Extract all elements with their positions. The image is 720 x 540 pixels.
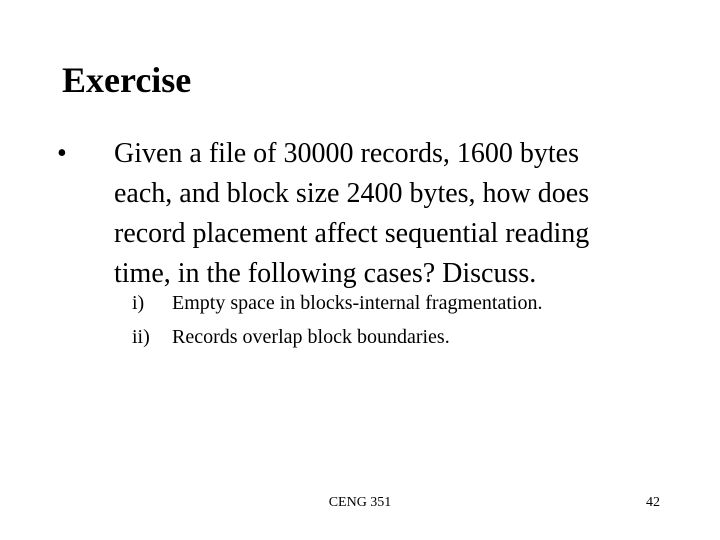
sub-item-marker: ii): [132, 326, 150, 348]
bullet-text-line: each, and block size 2400 bytes, how does: [114, 178, 590, 209]
sub-item-text: Empty space in blocks-internal fragmentation.: [172, 292, 543, 314]
bullet-icon: •: [57, 138, 67, 169]
footer-page-number: 42: [646, 495, 660, 510]
bullet-text-line: Given a file of 30000 records, 1600 bytes: [114, 138, 579, 169]
sub-item-internal-fragmentation: [132, 289, 542, 323]
sub-item-text: Records overlap block boundaries.: [172, 326, 450, 348]
sub-item-marker: i): [132, 292, 145, 314]
bullet-text-line: time, in the following cases? Discuss.: [114, 258, 537, 289]
sub-list: [132, 289, 542, 357]
slide-title: Exercise: [62, 60, 192, 100]
footer-course: CENG 351: [328, 495, 392, 510]
bullet-text-line: record placement affect sequential reading: [114, 218, 590, 249]
bullet-text: [114, 134, 694, 294]
sub-item-overlap-boundaries: [132, 323, 542, 357]
